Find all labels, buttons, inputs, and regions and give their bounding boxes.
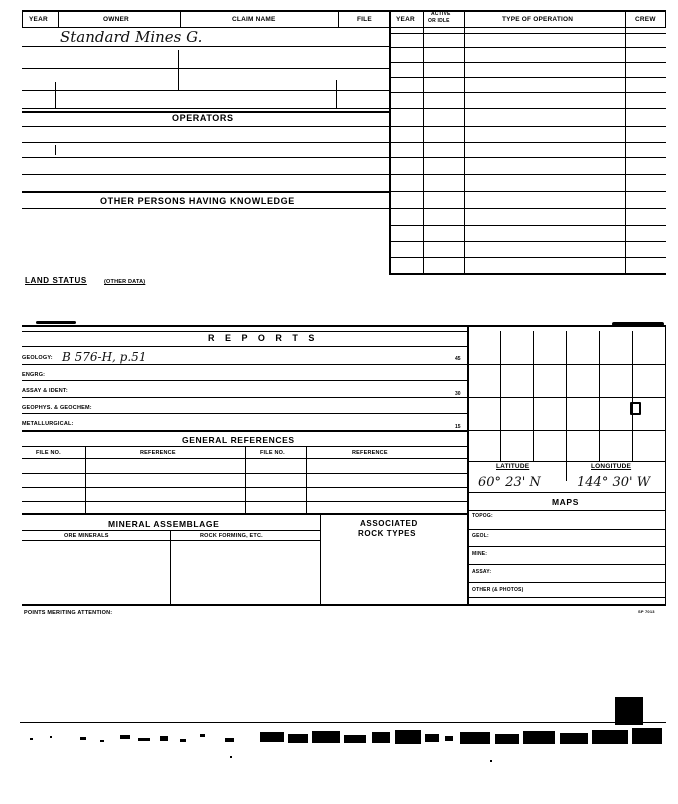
ref-row-line xyxy=(22,501,467,502)
latitude-label: LATITUDE xyxy=(496,463,530,470)
maps-title: MAPS xyxy=(552,497,579,507)
report-number: 45 xyxy=(455,356,461,362)
reports-header-line xyxy=(22,346,467,347)
report-row-line xyxy=(22,397,467,398)
operators-row-line xyxy=(22,157,389,158)
map-row-line xyxy=(467,564,665,565)
col-divider xyxy=(338,10,339,27)
right-row-line xyxy=(389,142,666,143)
col-reference-2: REFERENCE xyxy=(352,450,388,456)
right-row-line xyxy=(389,77,666,78)
mineral-sub-line xyxy=(22,540,320,541)
scan-block xyxy=(615,697,643,725)
header-crew: CREW xyxy=(635,16,656,23)
operators-title: OPERATORS xyxy=(172,113,234,123)
grid-row xyxy=(467,397,665,398)
report-label-geophys: GEOPHYS. & GEOCHEM: xyxy=(22,405,92,411)
col-divider xyxy=(58,10,59,27)
header-type-of-operation: TYPE OF OPERATION xyxy=(502,16,574,23)
ref-col-divider xyxy=(306,446,307,513)
form-code: SP 7013 xyxy=(638,609,655,614)
operators-header-line xyxy=(22,126,389,127)
right-row-line xyxy=(389,126,666,127)
header-claim-name: CLAIM NAME xyxy=(232,16,276,23)
reports-top-line xyxy=(22,325,666,327)
latlong-line xyxy=(467,492,665,493)
right-row-line xyxy=(389,62,666,63)
grid-col xyxy=(500,331,501,461)
ref-bottom-line xyxy=(22,513,467,515)
right-border xyxy=(665,10,666,27)
associated-label-1: ASSOCIATED xyxy=(360,519,418,528)
ink-smudge xyxy=(36,321,76,324)
header-file: FILE xyxy=(357,16,372,23)
right-row-line xyxy=(389,208,666,209)
geology-entry-handwritten: B 576-H, p.51 xyxy=(62,350,147,364)
col-divider xyxy=(180,10,181,27)
grid-row xyxy=(467,461,665,462)
ref-row-line xyxy=(22,487,467,488)
latitude-value-handwritten: 60° 23' N xyxy=(478,475,541,490)
header-or-idle: OR IDLE xyxy=(428,18,450,24)
right-panel-border xyxy=(665,325,666,604)
reports-top-line-2 xyxy=(22,331,467,332)
map-row-geol: GEOL: xyxy=(472,533,489,539)
right-row-line xyxy=(389,191,666,192)
scan-edge-line xyxy=(20,722,666,723)
report-row-line xyxy=(22,364,467,365)
map-row-line xyxy=(467,546,665,547)
longitude-value-handwritten: 144° 30' W xyxy=(577,475,651,490)
grid-col xyxy=(599,331,600,461)
right-row-line xyxy=(389,47,666,48)
report-row-line xyxy=(22,413,467,414)
header-year: YEAR xyxy=(29,16,48,23)
faint-divider xyxy=(55,145,56,155)
hand-mark xyxy=(630,402,641,415)
mineral-assemblage-title: MINERAL ASSEMBLAGE xyxy=(108,519,220,529)
other-persons-title: OTHER PERSONS HAVING KNOWLEDGE xyxy=(100,196,295,206)
right-row-line xyxy=(389,33,666,34)
grid-col xyxy=(632,331,633,461)
report-number: 30 xyxy=(455,391,461,397)
mineral-col-divider xyxy=(170,530,171,604)
other-persons-top-line xyxy=(22,191,389,193)
right-row-line xyxy=(389,92,666,93)
owner-entry-handwritten: Standard Mines G. xyxy=(60,28,203,46)
right-row-line xyxy=(389,241,666,242)
report-row-line xyxy=(22,380,467,381)
associated-label-2: ROCK TYPES xyxy=(358,529,417,538)
points-meriting-attention: POINTS MERITING ATTENTION: xyxy=(24,610,113,616)
col-ore-minerals: ORE MINERALS xyxy=(64,533,109,539)
right-row-line xyxy=(389,108,666,109)
col-file-no: FILE NO. xyxy=(36,450,61,456)
grid-row xyxy=(467,364,665,365)
land-status-title: LAND STATUS xyxy=(25,276,87,285)
ref-row-line xyxy=(22,473,467,474)
general-references-title: GENERAL REFERENCES xyxy=(182,435,295,445)
right-bottom-line xyxy=(389,273,666,275)
right-row-line xyxy=(389,225,666,226)
col-rock-forming: ROCK FORMING, ETC. xyxy=(200,533,263,539)
assoc-divider xyxy=(320,514,321,604)
report-label-assay: ASSAY & IDENT: xyxy=(22,388,68,394)
right-row-line xyxy=(389,257,666,258)
grid-col xyxy=(566,331,567,481)
owner-row-line xyxy=(22,90,389,91)
report-label-metallurgical: METALLURGICAL: xyxy=(22,421,74,427)
map-row-line xyxy=(467,582,665,583)
col-reference: REFERENCE xyxy=(140,450,176,456)
grid-row xyxy=(467,430,665,431)
ref-col-divider xyxy=(85,446,86,513)
left-border xyxy=(22,10,23,27)
owner-row-line xyxy=(22,108,389,109)
ref-col-divider xyxy=(245,446,246,513)
header-active: ACTIVE xyxy=(431,11,451,17)
grid-col xyxy=(533,331,534,461)
map-row-line xyxy=(467,597,665,598)
report-label-engrg: ENGRG: xyxy=(22,372,46,378)
map-row-other: OTHER (& PHOTOS) xyxy=(472,587,524,593)
owner-row-line xyxy=(22,68,389,69)
right-row-line xyxy=(389,174,666,175)
map-row-assay: ASSAY: xyxy=(472,569,492,575)
owner-row-line xyxy=(22,46,389,47)
other-persons-header-line xyxy=(22,208,389,209)
header-year-2: YEAR xyxy=(396,16,415,23)
operators-row-line xyxy=(22,174,389,175)
mineral-header-line xyxy=(22,530,320,531)
scan-noise xyxy=(20,726,670,766)
header-owner: OWNER xyxy=(103,16,129,23)
faint-divider xyxy=(336,80,337,108)
report-label-geology: GEOLOGY: xyxy=(22,355,53,361)
map-row-mine: MINE: xyxy=(472,551,488,557)
report-number: 15 xyxy=(455,424,461,430)
maps-header-line xyxy=(467,510,665,511)
reports-title: R E P O R T S xyxy=(208,333,319,343)
map-row-line xyxy=(467,529,665,530)
faint-divider xyxy=(55,82,56,108)
operators-row-line xyxy=(22,142,389,143)
report-bottom-line xyxy=(22,430,467,432)
lower-bottom-line xyxy=(22,604,666,606)
top-border xyxy=(22,10,666,12)
longitude-label: LONGITUDE xyxy=(591,463,632,470)
map-row-topog: TOPOG: xyxy=(472,513,493,519)
land-status-subtitle: (OTHER DATA) xyxy=(104,279,146,285)
right-panel-divider xyxy=(467,325,469,604)
right-row-line xyxy=(389,157,666,158)
col-file-no-2: FILE NO. xyxy=(260,450,285,456)
faint-divider xyxy=(178,50,179,90)
